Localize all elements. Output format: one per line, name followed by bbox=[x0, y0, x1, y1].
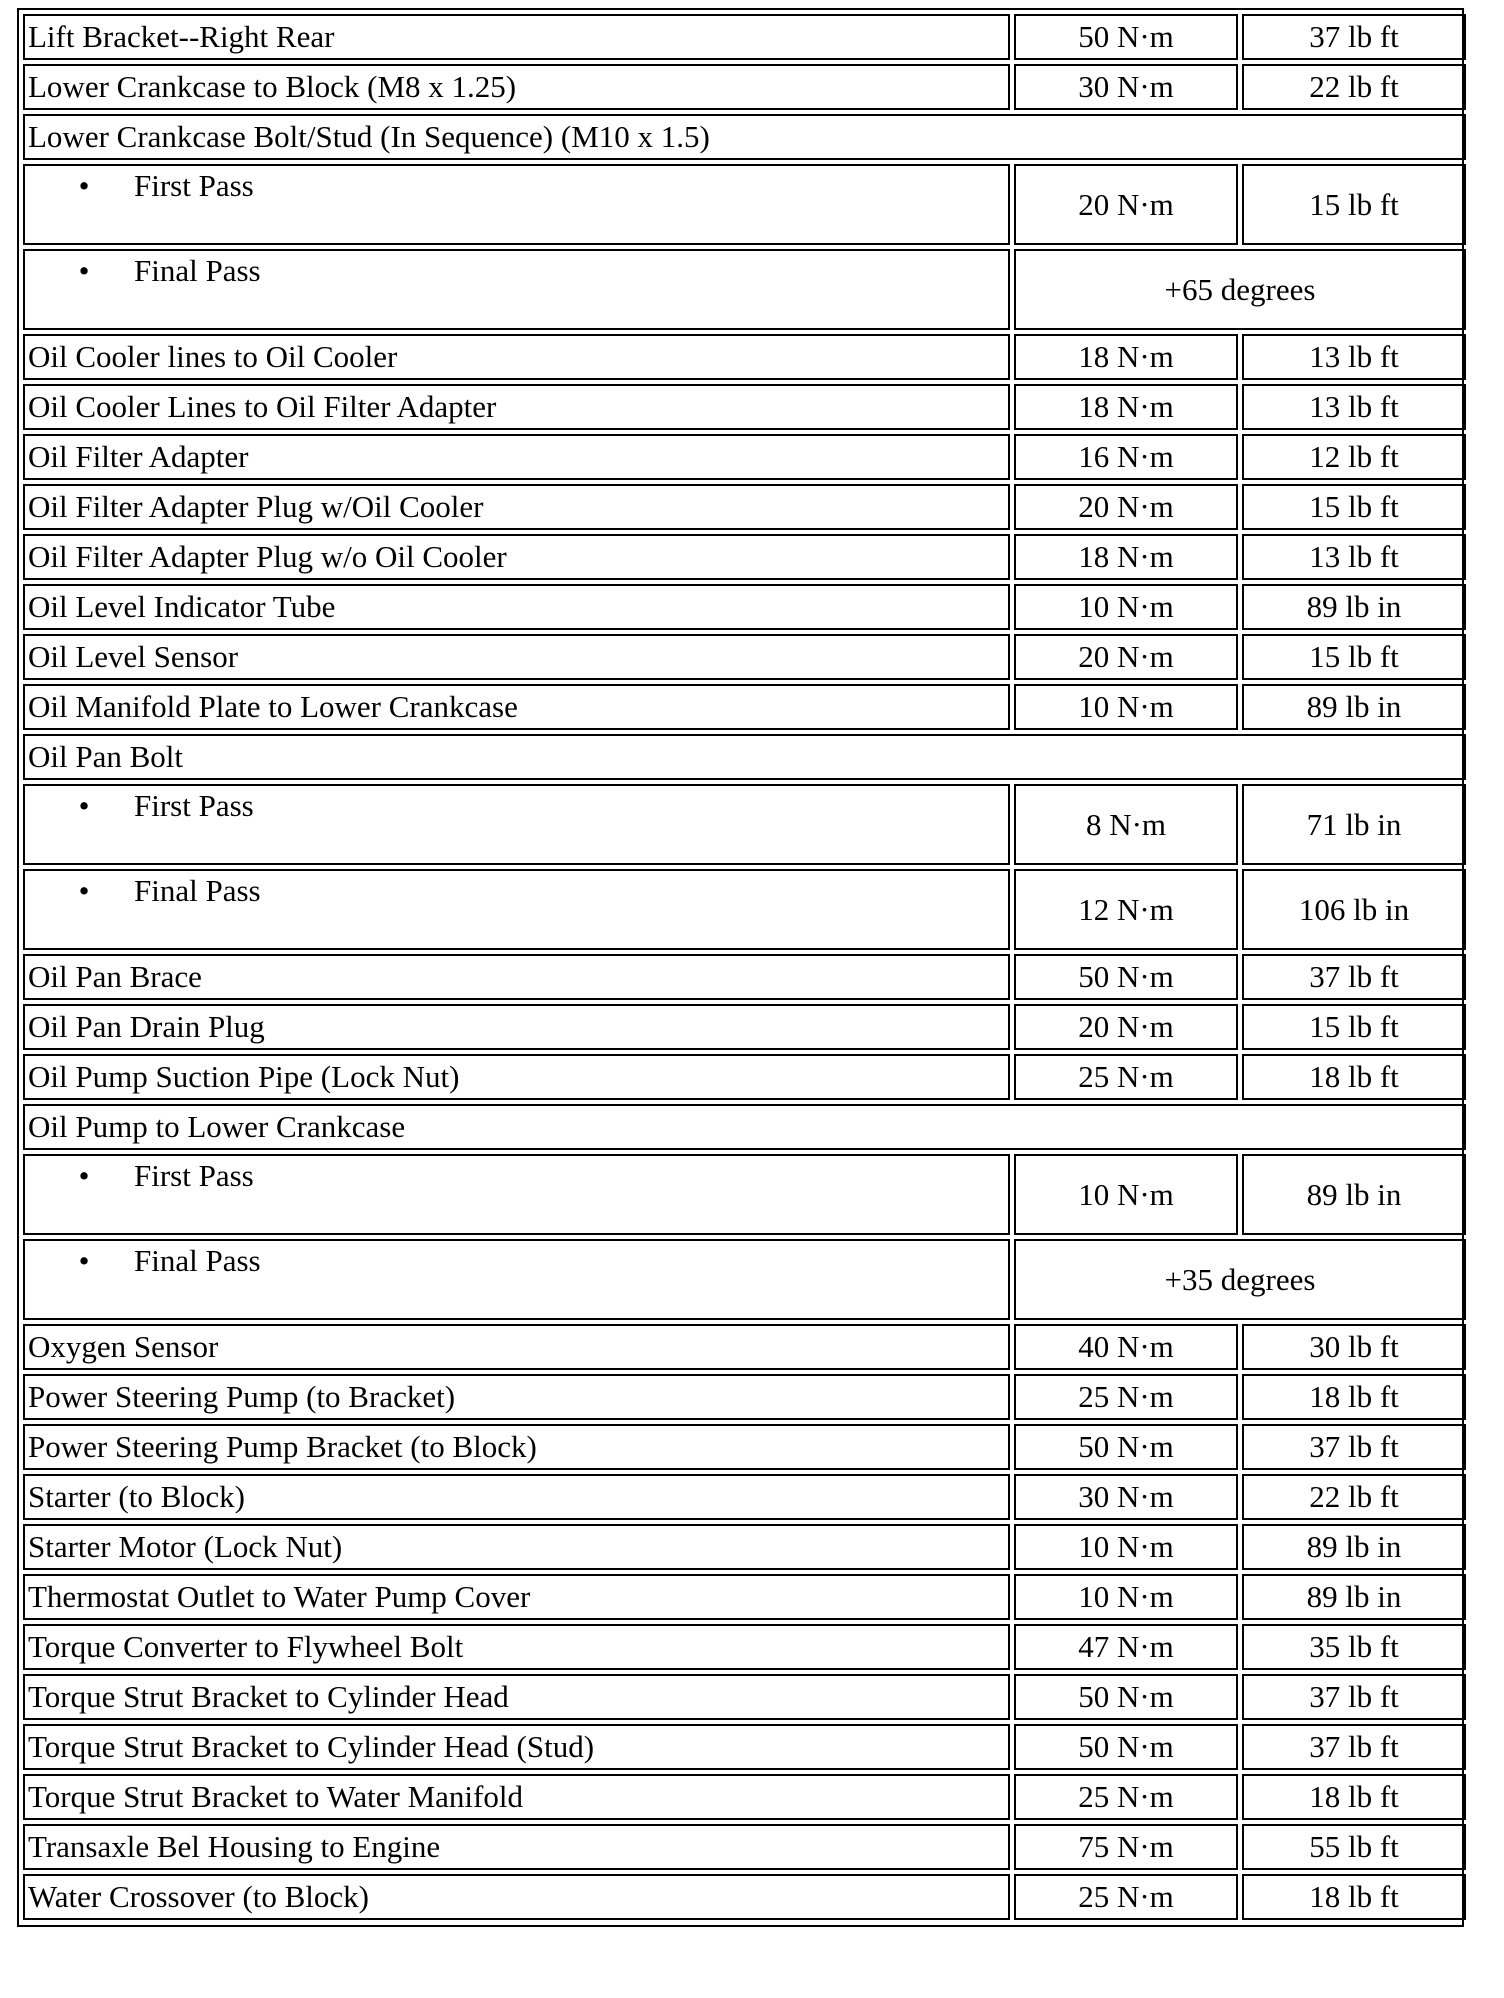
component-cell: Oil Level Indicator Tube bbox=[23, 584, 1010, 630]
sub-step-cell bbox=[23, 164, 1010, 245]
table-row bbox=[23, 734, 1466, 780]
table-row bbox=[23, 1724, 1466, 1770]
metric-value-cell: 50 N·m bbox=[1014, 14, 1238, 60]
english-value-cell: 55 lb ft bbox=[1242, 1824, 1466, 1870]
table-row bbox=[23, 1004, 1466, 1050]
metric-value-cell: 10 N·m bbox=[1014, 684, 1238, 730]
table-row bbox=[23, 1774, 1466, 1820]
metric-value-cell: 50 N·m bbox=[1014, 1424, 1238, 1470]
table-row bbox=[23, 14, 1466, 60]
torque-table-body bbox=[23, 14, 1466, 1920]
metric-value-cell: 50 N·m bbox=[1014, 1724, 1238, 1770]
component-cell: Water Crossover (to Block) bbox=[23, 1874, 1010, 1920]
table-row bbox=[23, 1824, 1466, 1870]
metric-value-cell: 40 N·m bbox=[1014, 1324, 1238, 1370]
table-row bbox=[23, 1324, 1466, 1370]
sub-step-cell bbox=[23, 1239, 1010, 1320]
component-cell: Torque Strut Bracket to Water Manifold bbox=[23, 1774, 1010, 1820]
english-value-cell: 18 lb ft bbox=[1242, 1774, 1466, 1820]
metric-value-cell: 20 N·m bbox=[1014, 634, 1238, 680]
component-cell: Lift Bracket--Right Rear bbox=[23, 14, 1010, 60]
component-cell: Thermostat Outlet to Water Pump Cover bbox=[23, 1574, 1010, 1620]
english-value-cell: 37 lb ft bbox=[1242, 1674, 1466, 1720]
component-group-cell: Lower Crankcase Bolt/Stud (In Sequence) (M10 x 1.5) bbox=[23, 114, 1466, 160]
component-cell: Torque Strut Bracket to Cylinder Head bbox=[23, 1674, 1010, 1720]
english-value-cell: 18 lb ft bbox=[1242, 1874, 1466, 1920]
english-value-cell: 13 lb ft bbox=[1242, 384, 1466, 430]
sub-step-cell bbox=[23, 1154, 1010, 1235]
component-cell: Transaxle Bel Housing to Engine bbox=[23, 1824, 1010, 1870]
metric-value-cell: 75 N·m bbox=[1014, 1824, 1238, 1870]
bullet-icon: • bbox=[78, 1158, 90, 1193]
english-value-cell: 37 lb ft bbox=[1242, 1724, 1466, 1770]
table-row bbox=[23, 1574, 1466, 1620]
english-value-cell: 89 lb in bbox=[1242, 1524, 1466, 1570]
table-row bbox=[23, 1054, 1466, 1100]
component-cell: Oil Pan Drain Plug bbox=[23, 1004, 1010, 1050]
table-row bbox=[23, 954, 1466, 1000]
table-row bbox=[23, 1154, 1466, 1235]
sub-step-cell bbox=[23, 869, 1010, 950]
english-value-cell: 15 lb ft bbox=[1242, 634, 1466, 680]
component-cell: Lower Crankcase to Block (M8 x 1.25) bbox=[23, 64, 1010, 110]
table-row bbox=[23, 164, 1466, 245]
table-row bbox=[23, 1474, 1466, 1520]
english-value-cell: 13 lb ft bbox=[1242, 534, 1466, 580]
sub-step-label: First Pass bbox=[134, 1158, 254, 1193]
bullet-icon: • bbox=[78, 168, 90, 203]
bullet-icon: • bbox=[78, 253, 90, 288]
english-value-cell: 37 lb ft bbox=[1242, 1424, 1466, 1470]
component-cell: Oil Filter Adapter bbox=[23, 434, 1010, 480]
component-group-cell: Oil Pan Bolt bbox=[23, 734, 1466, 780]
english-value-cell: 30 lb ft bbox=[1242, 1324, 1466, 1370]
english-value-cell: 18 lb ft bbox=[1242, 1054, 1466, 1100]
table-row bbox=[23, 1624, 1466, 1670]
component-cell: Power Steering Pump (to Bracket) bbox=[23, 1374, 1010, 1420]
sub-step-label: Final Pass bbox=[134, 253, 261, 288]
english-value-cell: 22 lb ft bbox=[1242, 64, 1466, 110]
metric-value-cell: 18 N·m bbox=[1014, 334, 1238, 380]
sub-step-label: Final Pass bbox=[134, 1243, 261, 1278]
table-row bbox=[23, 1239, 1466, 1320]
metric-value-cell: 8 N·m bbox=[1014, 784, 1238, 865]
component-cell: Oil Filter Adapter Plug w/Oil Cooler bbox=[23, 484, 1010, 530]
angle-value-cell: +65 degrees bbox=[1014, 249, 1466, 330]
component-cell: Oil Level Sensor bbox=[23, 634, 1010, 680]
table-row bbox=[23, 584, 1466, 630]
metric-value-cell: 50 N·m bbox=[1014, 954, 1238, 1000]
sub-step-label: Final Pass bbox=[134, 873, 261, 908]
angle-value-cell: +35 degrees bbox=[1014, 1239, 1466, 1320]
component-cell: Oxygen Sensor bbox=[23, 1324, 1010, 1370]
table-row bbox=[23, 64, 1466, 110]
english-value-cell: 89 lb in bbox=[1242, 1574, 1466, 1620]
english-value-cell: 35 lb ft bbox=[1242, 1624, 1466, 1670]
table-row bbox=[23, 1424, 1466, 1470]
metric-value-cell: 20 N·m bbox=[1014, 164, 1238, 245]
table-row bbox=[23, 249, 1466, 330]
metric-value-cell: 20 N·m bbox=[1014, 484, 1238, 530]
metric-value-cell: 25 N·m bbox=[1014, 1874, 1238, 1920]
metric-value-cell: 50 N·m bbox=[1014, 1674, 1238, 1720]
component-group-cell: Oil Pump to Lower Crankcase bbox=[23, 1104, 1466, 1150]
english-value-cell: 15 lb ft bbox=[1242, 484, 1466, 530]
table-row bbox=[23, 1104, 1466, 1150]
sub-step-label: First Pass bbox=[134, 788, 254, 823]
table-row bbox=[23, 384, 1466, 430]
component-cell: Oil Pan Brace bbox=[23, 954, 1010, 1000]
table-row bbox=[23, 334, 1466, 380]
table-row bbox=[23, 1674, 1466, 1720]
component-cell: Power Steering Pump Bracket (to Block) bbox=[23, 1424, 1010, 1470]
metric-value-cell: 25 N·m bbox=[1014, 1054, 1238, 1100]
bullet-icon: • bbox=[78, 873, 90, 908]
component-cell: Oil Cooler lines to Oil Cooler bbox=[23, 334, 1010, 380]
english-value-cell: 89 lb in bbox=[1242, 584, 1466, 630]
sub-step-label: First Pass bbox=[134, 168, 254, 203]
table-row bbox=[23, 1524, 1466, 1570]
metric-value-cell: 10 N·m bbox=[1014, 1524, 1238, 1570]
english-value-cell: 106 lb in bbox=[1242, 869, 1466, 950]
torque-spec-table bbox=[19, 10, 1470, 1924]
metric-value-cell: 25 N·m bbox=[1014, 1774, 1238, 1820]
metric-value-cell: 20 N·m bbox=[1014, 1004, 1238, 1050]
sub-step-cell bbox=[23, 249, 1010, 330]
component-cell: Torque Strut Bracket to Cylinder Head (Stud) bbox=[23, 1724, 1010, 1770]
table-row bbox=[23, 1874, 1466, 1920]
metric-value-cell: 18 N·m bbox=[1014, 384, 1238, 430]
sub-step-cell bbox=[23, 784, 1010, 865]
metric-value-cell: 18 N·m bbox=[1014, 534, 1238, 580]
bullet-icon: • bbox=[78, 788, 90, 823]
english-value-cell: 37 lb ft bbox=[1242, 954, 1466, 1000]
component-cell: Torque Converter to Flywheel Bolt bbox=[23, 1624, 1010, 1670]
table-row bbox=[23, 534, 1466, 580]
english-value-cell: 15 lb ft bbox=[1242, 1004, 1466, 1050]
english-value-cell: 12 lb ft bbox=[1242, 434, 1466, 480]
metric-value-cell: 16 N·m bbox=[1014, 434, 1238, 480]
english-value-cell: 22 lb ft bbox=[1242, 1474, 1466, 1520]
table-row bbox=[23, 784, 1466, 865]
metric-value-cell: 10 N·m bbox=[1014, 1574, 1238, 1620]
english-value-cell: 89 lb in bbox=[1242, 684, 1466, 730]
metric-value-cell: 10 N·m bbox=[1014, 584, 1238, 630]
table-row bbox=[23, 434, 1466, 480]
english-value-cell: 71 lb in bbox=[1242, 784, 1466, 865]
english-value-cell: 89 lb in bbox=[1242, 1154, 1466, 1235]
english-value-cell: 15 lb ft bbox=[1242, 164, 1466, 245]
component-cell: Starter (to Block) bbox=[23, 1474, 1010, 1520]
component-cell: Oil Pump Suction Pipe (Lock Nut) bbox=[23, 1054, 1010, 1100]
metric-value-cell: 30 N·m bbox=[1014, 64, 1238, 110]
metric-value-cell: 10 N·m bbox=[1014, 1154, 1238, 1235]
table-row bbox=[23, 634, 1466, 680]
component-cell: Oil Manifold Plate to Lower Crankcase bbox=[23, 684, 1010, 730]
bullet-icon: • bbox=[78, 1243, 90, 1278]
table-row bbox=[23, 484, 1466, 530]
table-row bbox=[23, 684, 1466, 730]
english-value-cell: 18 lb ft bbox=[1242, 1374, 1466, 1420]
table-row bbox=[23, 1374, 1466, 1420]
metric-value-cell: 47 N·m bbox=[1014, 1624, 1238, 1670]
torque-spec-table-frame bbox=[17, 8, 1464, 1927]
table-row bbox=[23, 869, 1466, 950]
metric-value-cell: 30 N·m bbox=[1014, 1474, 1238, 1520]
component-cell: Oil Filter Adapter Plug w/o Oil Cooler bbox=[23, 534, 1010, 580]
table-row bbox=[23, 114, 1466, 160]
english-value-cell: 37 lb ft bbox=[1242, 14, 1466, 60]
metric-value-cell: 12 N·m bbox=[1014, 869, 1238, 950]
metric-value-cell: 25 N·m bbox=[1014, 1374, 1238, 1420]
component-cell: Oil Cooler Lines to Oil Filter Adapter bbox=[23, 384, 1010, 430]
component-cell: Starter Motor (Lock Nut) bbox=[23, 1524, 1010, 1570]
english-value-cell: 13 lb ft bbox=[1242, 334, 1466, 380]
